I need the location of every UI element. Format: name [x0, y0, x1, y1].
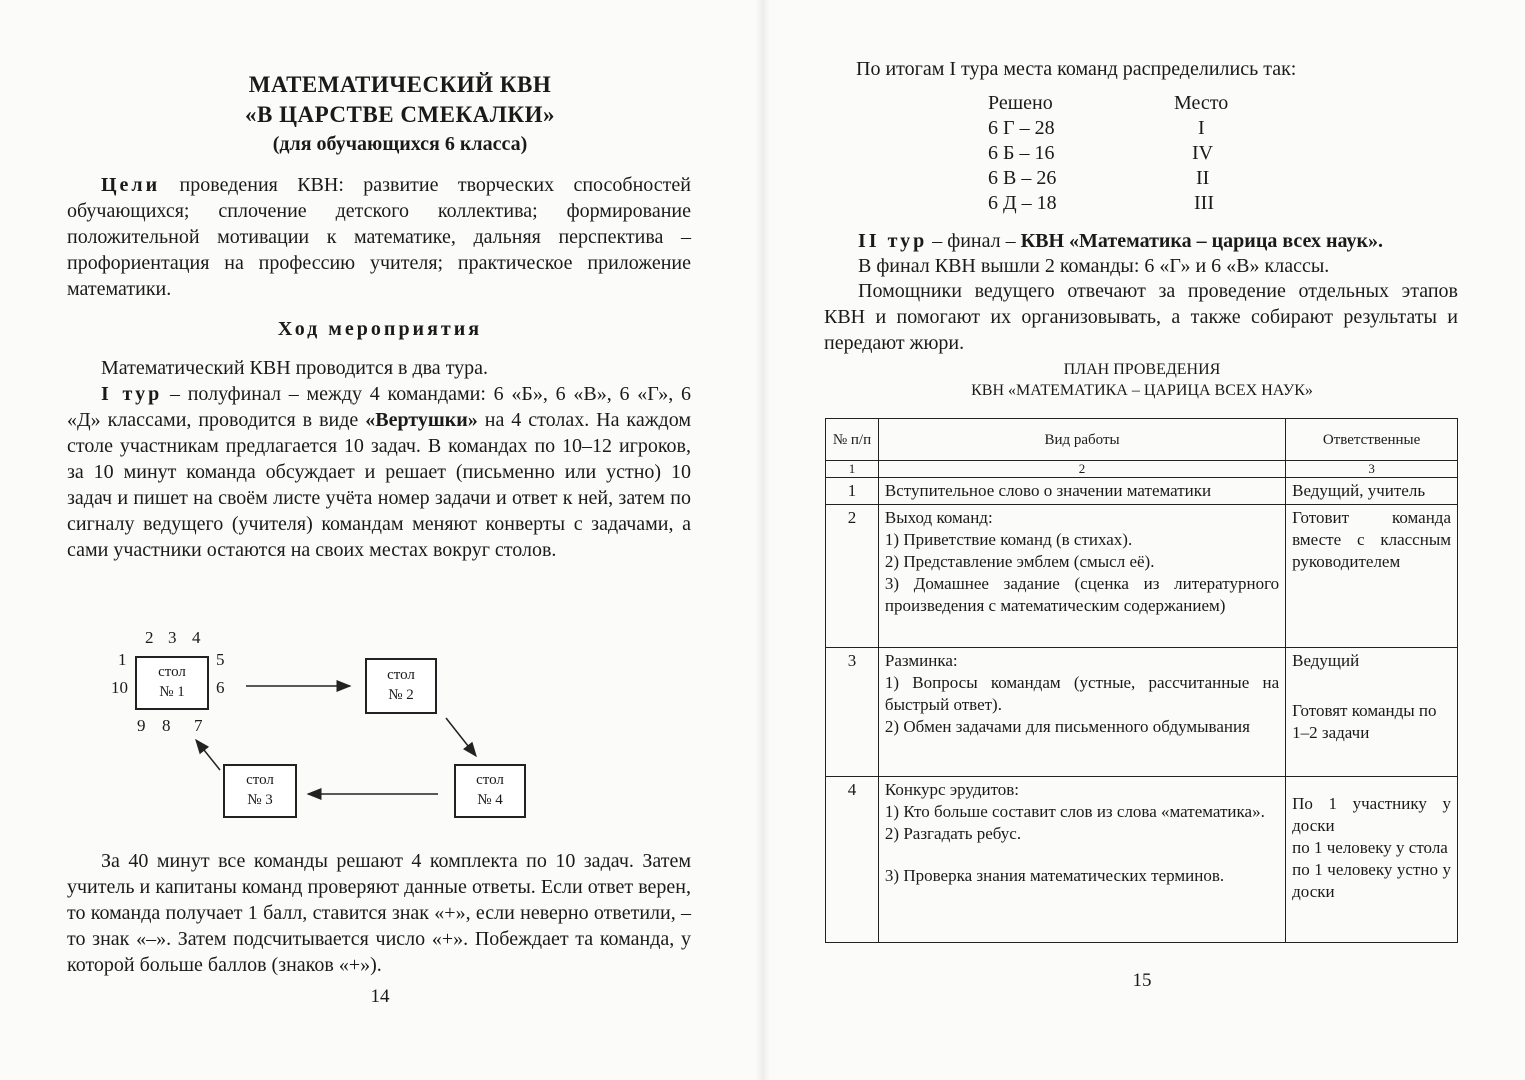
left-page — [0, 0, 762, 1080]
column-number: 2 — [878, 461, 1285, 478]
table-label: стол — [476, 772, 504, 788]
results-header-solved: Решено — [988, 92, 1053, 114]
table-number: № 4 — [477, 792, 503, 808]
result-place: IV — [1192, 142, 1214, 164]
row-number: 3 — [826, 648, 879, 777]
header-responsible: Ответственные — [1286, 419, 1458, 461]
title-line-2: «В ЦАРСТВЕ СМЕКАЛКИ» — [245, 102, 555, 127]
seat-number: 2 — [145, 628, 154, 647]
work-line: Конкурс эрудитов: — [884, 780, 1020, 799]
resp-line: Готовит команда вместе с классным руководителем — [1292, 508, 1451, 571]
plan-table — [825, 418, 1458, 943]
seat-number: 3 — [168, 628, 177, 647]
work-line: 2) Обмен задачами для письменного обдумывания — [884, 717, 1250, 736]
subtitle: (для обучающихся 6 класса) — [272, 133, 528, 155]
page-number-left: 14 — [370, 986, 390, 1007]
row-responsible — [1286, 648, 1458, 777]
work-line: 3) Домашнее задание (сценка из литературного произведения с математическим содержанием) — [884, 574, 1280, 615]
table-label: стол — [246, 772, 274, 788]
row-work — [878, 478, 1285, 505]
plan-title-1: ПЛАН ПРОВЕДЕНИЯ — [1063, 361, 1221, 378]
resp-line: Ведущий — [1292, 651, 1360, 670]
row-responsible — [1286, 478, 1458, 505]
arrow-2-to-4 — [446, 718, 476, 756]
result-solved: 6 Д – 18 — [988, 192, 1057, 214]
work-line: 2) Разгадать ребус. — [884, 824, 1022, 843]
work-line: 1) Кто больше составит слов из слова «математика». — [884, 802, 1265, 821]
table-number: № 3 — [247, 792, 273, 808]
work-line: Вступительное слово о значении математики — [884, 481, 1212, 500]
intro-text: Математический КВН проводится в два тура. — [101, 357, 489, 379]
plan-title-2: КВН «МАТЕМАТИКА – ЦАРИЦА ВСЕХ НАУК» — [971, 382, 1313, 399]
seat-number: 10 — [111, 678, 128, 697]
final-text: В финал КВН вышли 2 команды: 6 «Г» и 6 «В» классы. — [858, 255, 1330, 277]
table-row — [826, 478, 1458, 505]
seat-number: 1 — [118, 650, 127, 669]
column-number: 3 — [1286, 461, 1458, 478]
seat-number: 4 — [192, 628, 201, 647]
seat-number: 9 — [137, 716, 146, 735]
right-page — [762, 0, 1525, 1080]
tour1-label: I тур — [101, 383, 163, 405]
table-row — [826, 505, 1458, 648]
seat-number: 8 — [162, 716, 171, 735]
row-work — [878, 777, 1285, 943]
row-number: 4 — [826, 777, 879, 943]
work-line: 3) Проверка знания математических терминов. — [884, 866, 1225, 885]
row-responsible — [1286, 777, 1458, 943]
seat-number: 7 — [194, 716, 203, 735]
helpers-text: Помощники ведущего отвечают за проведение отдельных этапов КВН и помогают их организовывать, а также собирают результаты и передают жюри. — [824, 280, 1458, 354]
page-number-right: 15 — [1132, 970, 1152, 991]
table-number: № 2 — [388, 687, 414, 703]
seat-number: 5 — [216, 650, 225, 669]
title-line-1: МАТЕМАТИЧЕСКИЙ КВН — [248, 72, 552, 97]
arrow-3-to-1 — [196, 740, 220, 770]
header-work: Вид работы — [878, 419, 1285, 461]
result-place: III — [1194, 192, 1214, 214]
section-heading: Ход мероприятия — [277, 318, 483, 340]
work-line: Выход команд: — [884, 508, 993, 527]
table-label: стол — [387, 667, 415, 683]
resp-line: Ведущий, учитель — [1292, 481, 1426, 500]
resp-line: по 1 человеку устно у доски — [1292, 860, 1451, 901]
result-solved: 6 Г – 28 — [988, 117, 1055, 139]
table-label: стол — [158, 664, 186, 680]
work-line: Разминка: — [884, 651, 958, 670]
diagram-arrows — [100, 620, 560, 835]
results-header-place: Место — [1174, 92, 1229, 114]
tour1-text-b: на 4 столах. На каждом столе участникам предлагается 10 задач. В командах по 10–12 игроков, за 10 минут команда обсуждает и решает (письменно или устно) 10 задач и пишет на своём листе учёта номер задачи и ответ к ней, затем по сигналу ведущего (учителя) командам меняют конверты с задачами, а сами участники остаются на своих местах вокруг столов. — [67, 409, 691, 561]
vertushka-label: «Вертушки» — [365, 409, 478, 431]
resp-line: по 1 человеку у стола — [1292, 838, 1448, 857]
tour2-title: КВН «Математика – царица всех наук». — [1020, 230, 1384, 252]
result-solved: 6 Б – 16 — [988, 142, 1055, 164]
results-intro: По итогам I тура места команд распределились так: — [856, 58, 1297, 80]
seat-number: 6 — [216, 678, 225, 697]
tour2-paragraph — [824, 228, 1458, 254]
work-line: 1) Вопросы командам (устные, рассчитанные на быстрый ответ). — [884, 673, 1280, 714]
result-place: II — [1196, 167, 1210, 189]
result-place: I — [1198, 117, 1205, 139]
result-solved: 6 В – 26 — [988, 167, 1057, 189]
table-number: № 1 — [159, 684, 185, 700]
rotation-diagram — [100, 620, 560, 835]
tour2-dash: – финал – — [927, 230, 1021, 252]
tour2-label: II тур — [858, 230, 928, 252]
column-number-row — [826, 461, 1458, 478]
goals-label: Цели — [101, 174, 161, 196]
work-line: 2) Представление эмблем (смысл её). — [884, 552, 1155, 571]
goals-text: проведения КВН: развитие творческих способностей обучающихся; сплочение детского коллектива; формирование положительной мотивации к математике, дальняя перспектива – профориентация на профессию учителя; практическое приложение математики. — [67, 174, 691, 300]
table-row — [826, 648, 1458, 777]
goals-paragraph — [67, 172, 691, 302]
table-row — [826, 777, 1458, 943]
work-line: 1) Приветствие команд (в стихах). — [884, 530, 1133, 549]
column-number: 1 — [826, 461, 879, 478]
resp-line: По 1 участнику у доски — [1292, 794, 1451, 835]
closing-paragraph: За 40 минут все команды решают 4 комплекта по 10 задач. Затем учитель и капитаны команд проверяют данные ответы. Если ответ верен, то команда получает 1 балл, ставится знак «+», если неверно ответили, – то знак «–». Затем подсчитывается число «+». Побеждает та команда, у которой больше баллов (знаков «+»). — [67, 850, 691, 976]
table-header-row — [826, 419, 1458, 461]
row-number: 2 — [826, 505, 879, 648]
row-work — [878, 505, 1285, 648]
tour1-text-a: – полуфинал – между 4 командами: 6 «Б», 6 «В», 6 «Г», 6 «Д» классами, проводится в виде — [67, 383, 692, 431]
row-work — [878, 648, 1285, 777]
header-number: № п/п — [826, 419, 879, 461]
row-responsible — [1286, 505, 1458, 648]
tour1-paragraph — [67, 381, 691, 563]
resp-line: Готовят команды по 1–2 задачи — [1292, 701, 1437, 742]
row-number: 1 — [826, 478, 879, 505]
